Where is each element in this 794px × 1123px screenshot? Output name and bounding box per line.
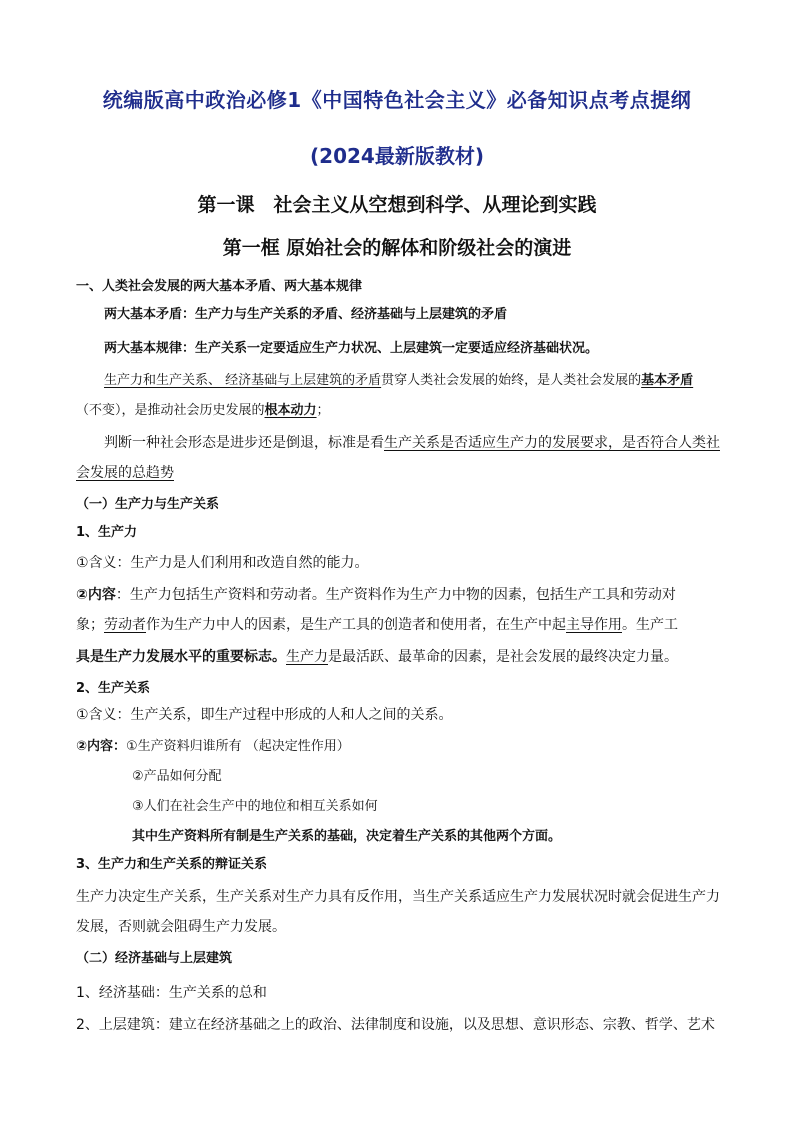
underlined-text: 劳动者 (104, 617, 146, 633)
underlined-text: 生产关系是否适应生产力的发展要求，是否符合人类社 (384, 435, 720, 451)
underlined-text: 基本矛盾 (641, 373, 694, 388)
definition-line: ①含义：生产力是人们利用和改造自然的能力。 (76, 555, 369, 571)
text-run: 是最活跃、最革命的因素，是社会发展的最终决定力量。 (328, 649, 678, 665)
text-run: 作为生产力中人的因素，是生产工具的创造者和使用者，在生产中起 (146, 617, 566, 633)
content-line (76, 586, 676, 604)
note-line: 其中生产资料所有制是生产关系的基础，决定着生产关系的其他两个方面。 (132, 829, 562, 844)
text-run: ； (316, 403, 330, 418)
list-item: 1、经济基础：生产关系的总和 (76, 985, 267, 1001)
lesson-heading: 第一课 社会主义从空想到科学、从理论到实践 (197, 194, 597, 216)
laws-line: 两大基本规律：生产关系一定要适应生产力状况、上层建筑一定要适应经济基础状况。 (104, 341, 599, 356)
text-run: （不变），是推动社会历史发展的 (76, 403, 265, 418)
paragraph-line: 发展，否则就会阻碍生产力发展。 (76, 919, 286, 935)
subsection-heading: （二）经济基础与上层建筑 (76, 951, 233, 966)
document-subtitle: (2024最新版教材) (310, 144, 484, 168)
point-title: 1、生产力 (76, 525, 138, 540)
text-run: 贯穿人类社会发展的始终，是人类社会发展的 (381, 373, 642, 388)
subsection-heading: （一）生产力与生产关系 (76, 497, 220, 512)
point-title: 3、生产力和生产关系的辩证关系 (76, 857, 268, 872)
content-line (76, 738, 350, 756)
underlined-text: 会发展的总趋势 (76, 465, 174, 481)
content-label: ②内容： (76, 739, 127, 754)
text-run: ：生产力包括生产资料和劳动者。生产资料作为生产力中物的因素，包括生产工具和劳动对 (115, 587, 676, 603)
list-item: ①生产资料归谁所有 （起决定性作用） (126, 739, 350, 754)
section-heading: 一、人类社会发展的两大基本矛盾、两大基本规律 (76, 279, 363, 294)
paragraph-line (76, 464, 174, 482)
text-run: 。生产工 (622, 617, 678, 633)
underlined-text: 根本动力 (264, 403, 317, 418)
paragraph-line (104, 372, 693, 390)
list-item: 2、上层建筑：建立在经济基础之上的政治、法律制度和设施，以及思想、意识形态、宗教、哲学、艺术 (76, 1017, 715, 1033)
text-run: 具是生产力发展水平的重要标志。 (76, 649, 286, 665)
list-item: ②产品如何分配 (132, 769, 222, 784)
text-run: 象； (76, 617, 104, 633)
content-line (76, 616, 678, 634)
content-line (76, 648, 678, 666)
paragraph-line: 生产力决定生产关系，生产关系对生产力具有反作用，当生产关系适应生产力发展状况时就会促进生产力 (76, 889, 720, 905)
content-label: ②内容 (76, 587, 116, 603)
underlined-text: 主导作用 (566, 617, 622, 633)
text-run: 判断一种社会形态是进步还是倒退，标准是看 (104, 435, 384, 451)
contradictions-line: 两大基本矛盾：生产力与生产关系的矛盾、经济基础与上层建筑的矛盾 (104, 307, 508, 322)
frame-heading: 第一框 原始社会的解体和阶级社会的演进 (222, 237, 572, 259)
list-item: ③人们在社会生产中的地位和相互关系如何 (132, 799, 378, 814)
definition-line: ①含义：生产关系，即生产过程中形成的人和人之间的关系。 (76, 707, 453, 723)
paragraph-line (76, 402, 330, 420)
point-title: 2、生产关系 (76, 681, 151, 696)
document-title: 统编版高中政治必修1《中国特色社会主义》必备知识点考点提纲 (102, 88, 692, 112)
underlined-text: 生产力 (286, 649, 328, 665)
paragraph-line (104, 434, 720, 452)
underlined-text: 生产力和生产关系、 经济基础与上层建筑的矛盾 (104, 373, 382, 388)
